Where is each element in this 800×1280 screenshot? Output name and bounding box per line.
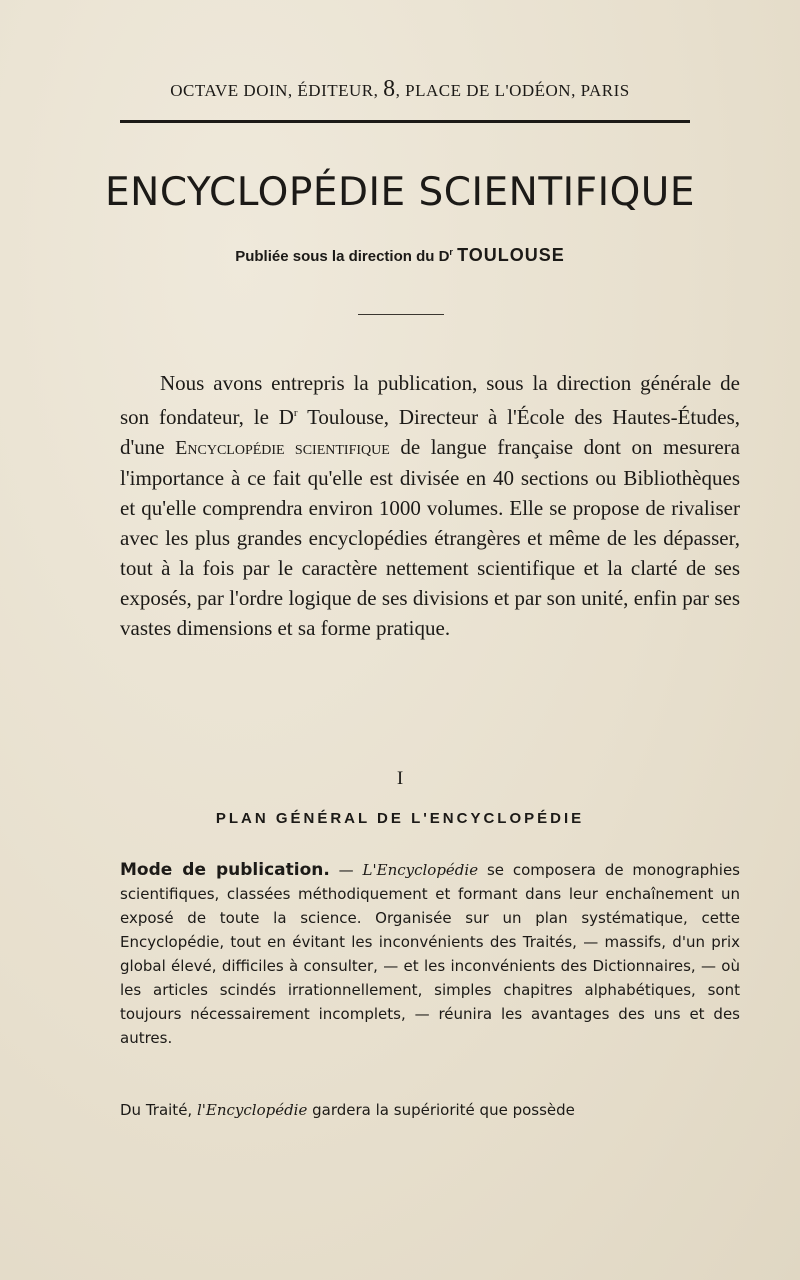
- body-paragraph-2: [120, 1098, 740, 1122]
- intro-text-2: Toulouse, Directeur à l'École des Hautes-Études, d'une: [120, 405, 740, 459]
- running-head-text: OCTAVE DOIN, ÉDITEUR,: [170, 81, 379, 100]
- separator-rule: [358, 314, 444, 315]
- section-number: I: [396, 768, 404, 789]
- intro-text-1: Nous avons entrepris la publication, sous la direction générale de son fondateur, le D: [120, 371, 740, 429]
- intro-text-3: de langue française dont on mesurera l'importance à ce fait qu'elle est divisée en 40 sections ou Bibliothèques et qu'elle comprendra environ 1000 volumes. Elle se propose de rivaliser avec les plus grandes encyclopédies étrangères et même de les dépasser, tout à la fois par le caractère nettement scientifique et la clarté de ses exposés, par l'ordre logique de ses divisions et par son unité, enfin par ses vastes dimensions et sa forme pratique.: [120, 435, 740, 640]
- p2-text-1: Du Traité,: [120, 1101, 197, 1119]
- p2-text-2: gardera la supériorité que possède: [307, 1101, 575, 1119]
- intro-small-caps: Encyclopédie scientifique: [175, 437, 390, 459]
- running-head-address: , PLACE DE L'ODÉON, PARIS: [395, 81, 630, 100]
- subtitle-prefix: Publiée sous la direction du D: [235, 248, 450, 265]
- p1-text: se composera de monographies scientifiques, classées méthodiquement et formant dans leur enchaînement un exposé de toute la science. Organisée sur un plan systématique, cette Encyclopédie, tout en évitant les inconvénients des Traités, — massifs, d'un prix global élevé, difficiles à consulter, — et les inconvénients des Dictionnaires, — où les articles scindés irrationnellement, simples chapitres alphabétiques, sont toujours nécessairement incomplets, — réunira les avantages des uns et des autres.: [120, 861, 740, 1047]
- paragraph-lead: Mode de publication.: [120, 860, 330, 880]
- p2-italic: l'Encyclopédie: [196, 1101, 308, 1119]
- running-head: [0, 76, 800, 103]
- intro-paragraph: [120, 368, 740, 643]
- p1-italic: L'Encyclopédie: [362, 861, 479, 879]
- body-paragraph-1: [120, 858, 740, 1050]
- page-title: ENCYCLOPÉDIE SCIENTIFIQUE: [105, 170, 695, 215]
- header-rule: [120, 120, 690, 123]
- section-title: PLAN GÉNÉRAL DE L'ENCYCLOPÉDIE: [215, 810, 585, 827]
- subtitle-name: TOULOUSE: [457, 245, 565, 265]
- running-head-number: 8: [383, 76, 396, 102]
- intro-superscript: r: [293, 407, 298, 419]
- p1-dash: —: [329, 861, 363, 879]
- subtitle-superscript: r: [449, 247, 453, 257]
- subtitle: [0, 245, 800, 266]
